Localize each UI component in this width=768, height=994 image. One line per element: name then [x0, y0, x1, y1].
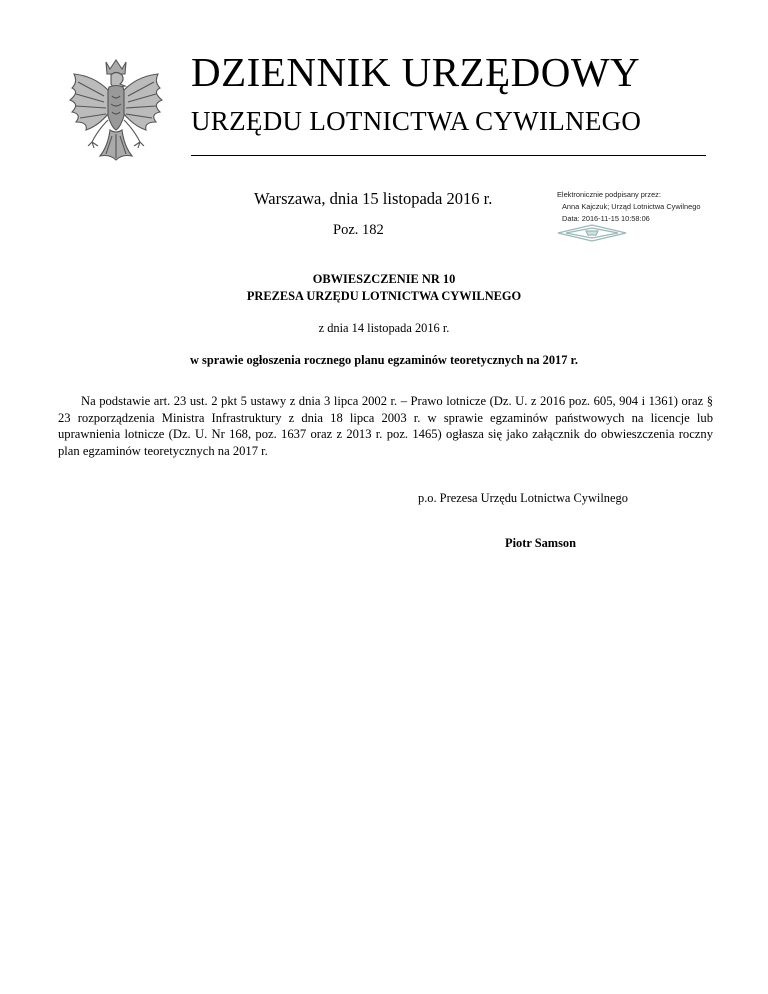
signer-name: Piotr Samson [505, 536, 577, 550]
announcement-issuer: PREZESA URZĘDU LOTNICTWA CYWILNEGO [246, 289, 522, 303]
signature-validation-icon [556, 224, 628, 242]
signer-role: p.o. Prezesa Urzędu Lotnictwa Cywilnego [418, 491, 628, 505]
announcement-date: z dnia 14 listopada 2016 r. [318, 321, 450, 335]
electronic-signature [557, 189, 727, 225]
journal-subtitle: URZĘDU LOTNICTWA CYWILNEGO [191, 106, 642, 136]
announcement-heading: OBWIESZCZENIE NR 10 [312, 272, 456, 286]
position-number: Poz. 182 [333, 222, 384, 238]
signature-signer: Anna Kajczuk; Urząd Lotnictwa Cywilnego [562, 202, 701, 211]
eagle-emblem-icon [64, 56, 168, 174]
signature-date: Data: 2016-11-15 10:58:06 [562, 214, 650, 223]
announcement-subject: w sprawie ogłoszenia rocznego planu egzaminów teoretycznych na 2017 r. [190, 353, 578, 367]
signature-label: Elektronicznie podpisany przez: [557, 190, 661, 199]
announcement-body: Na podstawie art. 23 ust. 2 pkt 5 ustawy z dnia 3 lipca 2002 r. – Prawo lotnicze (Dz. U. z 2016 poz. 605, 904 i 1361) oraz § 23 rozporządzenia Ministra Infrastruktury z dnia 18 lipca 2003 r. w sprawie egzaminów państwowych na licencje lub uprawnienia lotnicze (Dz. U. Nr 168, poz. 1637 oraz z 2013 r. poz. 1465) ogłasza się jako załącznik do obwieszczenia roczny plan egzaminów teoretycznych na 2017 r. [58, 394, 713, 458]
place-date: Warszawa, dnia 15 listopada 2016 r. [254, 189, 493, 208]
header-divider [191, 155, 706, 156]
journal-title: DZIENNIK URZĘDOWY [191, 49, 641, 95]
